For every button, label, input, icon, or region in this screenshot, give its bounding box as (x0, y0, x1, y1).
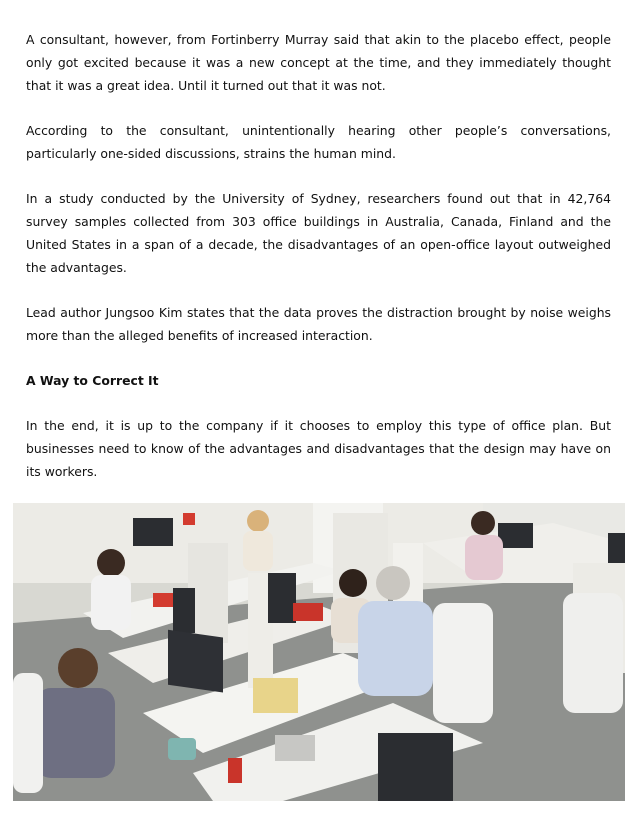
paragraph-4: Lead author Jungsoo Kim states that the data proves the distraction brought by noise weighs more than the alleged benefits of increased interaction. (26, 305, 611, 343)
article-body (26, 28, 611, 505)
office-photo-illustration (13, 503, 625, 801)
office-photo (13, 503, 625, 801)
paragraph-1: A consultant, however, from Fortinberry Murray said that akin to the placebo effect, people only got excited because it was a new concept at the time, and they immediately thought that it was a great idea. Until it turned out that it was not. (26, 32, 611, 93)
paragraph-2: According to the consultant, unintentionally hearing other people’s conversations, particularly one-sided discussions, strains the human mind. (26, 123, 611, 161)
paragraph-5: In the end, it is up to the company if it chooses to employ this type of office plan. But businesses need to know of the advantages and disadvantages that the design may have on its workers. (26, 418, 611, 479)
paragraph-3: In a study conducted by the University of Sydney, researchers found out that in 42,764 survey samples collected from 303 office buildings in Australia, Canada, Finland and the United States in a span of a decade, the disadvantages of an open-office layout outweighed the advantages. (26, 191, 611, 275)
section-heading: A Way to Correct It (26, 373, 159, 388)
